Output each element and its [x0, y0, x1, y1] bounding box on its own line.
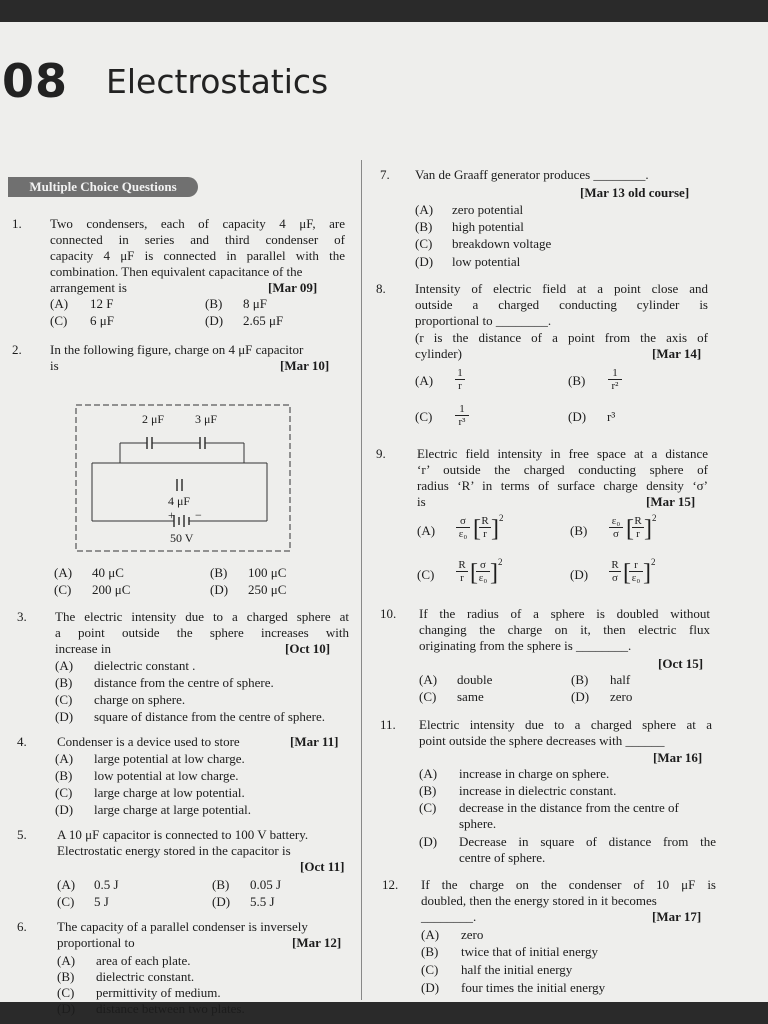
- option-label: (D): [55, 802, 74, 817]
- option-text: area of each plate.: [96, 953, 191, 968]
- question-text: radius ‘R’ in terms of surface charge density ‘σ’: [417, 478, 708, 493]
- question-number: 12.: [382, 877, 399, 892]
- option-text: dielectric constant.: [96, 969, 195, 984]
- question-text: arrangement is: [50, 280, 127, 295]
- question-number: 8.: [376, 281, 386, 296]
- option-text: double: [457, 672, 493, 687]
- question-number: 6.: [17, 919, 27, 934]
- option-label: (D): [421, 980, 440, 995]
- battery-minus-sign: −: [195, 508, 202, 522]
- option-text: 100 μC: [248, 565, 287, 580]
- question-text: Condenser is a device used to store: [57, 734, 240, 749]
- option-label: (B): [571, 672, 589, 687]
- option-label: (C): [57, 894, 75, 909]
- question-text: The capacity of a parallel condenser is inversely: [57, 919, 308, 934]
- option-text: 5 J: [94, 894, 109, 909]
- option-text: low potential at low charge.: [94, 768, 239, 783]
- question-text: Van de Graaff generator produces ________.: [415, 167, 649, 182]
- column-divider: [361, 160, 362, 1000]
- option-text: 40 μC: [92, 565, 124, 580]
- option-label: (C): [419, 689, 437, 704]
- option-text: 250 μC: [248, 582, 287, 597]
- question-number: 10.: [380, 606, 397, 621]
- battery-plus-sign: +: [168, 508, 175, 522]
- question-text: a point outside the sphere increases with: [55, 625, 349, 640]
- option-text: large potential at low charge.: [94, 751, 245, 766]
- question-text: doubled, then the energy stored in it becomes: [421, 893, 657, 908]
- option-label: (B): [57, 969, 75, 984]
- option-label: (A): [50, 296, 69, 311]
- option-text: 5.5 J: [250, 894, 275, 909]
- option-label: (C): [421, 962, 439, 977]
- option-text: sphere.: [459, 816, 497, 831]
- option-label: (A): [54, 565, 73, 580]
- option-text: breakdown voltage: [452, 236, 552, 251]
- exam-tag: [Mar 17]: [652, 909, 702, 924]
- option-label: (C): [415, 409, 433, 424]
- option-text: distance between two plates.: [96, 1001, 245, 1016]
- capacitor-label-2uf: 2 μF: [142, 412, 165, 426]
- option-text: 0.05 J: [250, 877, 282, 892]
- question-text: combination. Then equivalent capacitance of the: [50, 264, 303, 279]
- exam-tag: [Mar 13 old course]: [580, 185, 690, 200]
- question-text: If the radius of a sphere is doubled without: [419, 606, 710, 621]
- option-text: square of distance from the centre of sphere.: [94, 709, 326, 724]
- option-text: increase in charge on sphere.: [459, 766, 610, 781]
- option-label: (C): [55, 785, 73, 800]
- question-text: Electric intensity due to a charged sphere at a: [419, 717, 712, 732]
- battery-label: 50 V: [170, 531, 194, 545]
- question-text: point outside the sphere decreases with ______: [419, 733, 665, 748]
- option-text: zero: [610, 689, 633, 704]
- option-label: (B): [55, 768, 73, 783]
- question-text: ‘r’ outside the charged conducting sphere of: [417, 462, 708, 477]
- option-text: dielectric constant .: [94, 658, 196, 673]
- option-label: (A): [57, 877, 76, 892]
- option-label: (A): [417, 523, 436, 538]
- option-fraction: $\frac{1}{\text{r³}}$: [455, 403, 469, 428]
- option-text: large charge at low potential.: [94, 785, 245, 800]
- exam-tag: [Mar 16]: [653, 750, 703, 765]
- question-text: originating from the sphere is ________.: [419, 638, 632, 653]
- question-text: is: [417, 494, 426, 509]
- question-number: 9.: [376, 446, 386, 461]
- question-text: proportional to: [57, 935, 135, 950]
- option-label: (C): [57, 985, 75, 1000]
- question-number: 1.: [12, 216, 22, 231]
- option-label: (B): [205, 296, 223, 311]
- option-label: (D): [571, 689, 590, 704]
- option-text: 8 μF: [243, 296, 267, 311]
- question-number: 5.: [17, 827, 27, 842]
- option-label: (A): [57, 953, 76, 968]
- capacitor-label-3uf: 3 μF: [195, 412, 218, 426]
- option-label: (B): [568, 373, 586, 388]
- option-text: increase in dielectric constant.: [459, 783, 617, 798]
- question-text: proportional to ________.: [415, 313, 552, 328]
- option-text: Decrease in square of distance from the: [459, 834, 716, 849]
- option-label: (C): [55, 692, 73, 707]
- question-number: 2.: [12, 342, 22, 357]
- option-text: zero: [461, 927, 484, 942]
- question-text: ________.: [421, 909, 477, 924]
- option-label: (C): [54, 582, 72, 597]
- option-label: (D): [570, 567, 589, 582]
- question-text: Intensity of electric field at a point close and: [415, 281, 708, 296]
- option-text: centre of sphere.: [459, 850, 546, 865]
- option-label: (A): [55, 658, 74, 673]
- option-text: 2.65 μF: [243, 313, 284, 328]
- option-label: (B): [570, 523, 588, 538]
- option-text: half the initial energy: [461, 962, 573, 977]
- option-label: (B): [419, 783, 437, 798]
- option-label: (A): [419, 766, 438, 781]
- option-label: (B): [415, 219, 433, 234]
- textbook-page: 08 Electrostatics Multiple Choice Questions 1. Two condensers, each of capacity 4 μF, are connected in series and third condenser of capacity 4 μF is connected in parallel with the combination. Then equivalent capacitance of the arrangement is [Mar 09] (A) 12 F (B) 8 μF (C) 6 μF (D) 2.65 μF 2. In the following figure, charge on 4 μF capacitor is [Mar 10] 2 μF 3 μF 4 μF + − 50 V (A) 40 μC (B) 100 μC (C) 200 μC (D) 250 μC 3. The electric intensity due to a charged sphere at a point outside the sphere increases with increase in [Oct 10] (A) dielectric constant . (B) distance from the centre of sphere. (C) charge on sphere. (D) square of distance from the centre of sphere. 4. Condenser is a device used to store [Mar 11] (A) large potential at low charge. (B) low potential at low charge. (C) large charge at low potential. (D) large charge at large potential. 5. A 10 μF capacitor is connected to 100 V battery. Electrostatic energy stored in the capacitor is [Oct 11] (A) 0.5 J (B) 0.05 J (C) 5 J (D) 5.5 J 6. The capacity of a parallel condenser is inversely proportional to [Mar 12] (A) area of each plate. (B) dielectric constant. (C) permittivity of medium. (D) distance between two plates. 7. Van de Graaff generator produces ________. [Mar 13 old course] (A) zero potential (B) high potential (C) breakdown voltage (D) low potential 8. Intensity of electric field at a point close and outside a charged conducting cylinder is proportional to ________. (r is the distance of a point from the axis of cylinder) [Mar 14] (A) $\frac{1}{r}$ (B) $\frac{1}{\text{r²}}$ (C) $\frac{1}{\text{r³}}$ (D) r³ 9. Electric field intensity in free space at a distance ‘r’ outside the charged conducting sphere of radius ‘R’ in terms of surface charge density ‘σ’ is [Mar 15] (A) $\frac{\sigma}{\text{ε₀}}$ [ $\frac{R}{r}$ ] 2 (B) $\frac{\text{ε₀}}{\sigma}$ [ $\frac{R}{r}$ ] 2 (C) $\frac{R}{r}$ [ $\frac{\sigma}{\text{ε₀}}$ ] 2 (D) $\frac{R}{\sigma}$ [ $\frac{r}{\text{ε₀}}$ ] 2 10. If the radius of a sphere is doubled without changing the charge on it, then electric flux originating from the sphere is ________. [Oct 15] (A) double (B) half (C) same (D) zero 11. Electric intensity due to a charged sphere at a point outside the sphere decreases with ______ [Mar 16] (A) increase in charge on sphere. (B) increase in dielectric constant. (C) decrease in the distance from the centre of sphere. (D) Decrease in square of distance from the centre of sphere. 12. If the charge on the condenser of 10 μF is doubled, then the energy stored in it becomes ________. [Mar 17] (A) zero (B) twice that of initial energy (C) half the initial energy (D) four times the initial energy: [0, 22, 768, 1002]
- option-text: 200 μC: [92, 582, 131, 597]
- question-text: If the charge on the condenser of 10 μF is: [421, 877, 716, 892]
- option-fraction: $\frac{1}{r}$: [455, 367, 465, 392]
- option-label: (D): [205, 313, 224, 328]
- option-text: zero potential: [452, 202, 524, 217]
- option-label: (C): [50, 313, 68, 328]
- question-text: (r is the distance of a point from the axis of: [415, 330, 708, 345]
- option-text: low potential: [452, 254, 521, 269]
- option-label: (B): [421, 944, 439, 959]
- section-banner: Multiple Choice Questions: [8, 177, 198, 197]
- option-label: (D): [415, 254, 434, 269]
- option-label: (A): [415, 202, 434, 217]
- option-text: 6 μF: [90, 313, 114, 328]
- option-label: (C): [419, 800, 437, 815]
- option-text: decrease in the distance from the centre of: [459, 800, 679, 815]
- option-text: permittivity of medium.: [96, 985, 221, 1000]
- option-text: 12 F: [90, 296, 114, 311]
- option-text: charge on sphere.: [94, 692, 186, 707]
- option-text: large charge at large potential.: [94, 802, 252, 817]
- option-label: (D): [210, 582, 229, 597]
- option-label: (D): [57, 1001, 76, 1016]
- question-text: A 10 μF capacitor is connected to 100 V battery.: [57, 827, 309, 842]
- chapter-title: Electrostatics: [106, 62, 329, 101]
- option-fraction: $\frac{1}{\text{r²}}$: [608, 367, 622, 392]
- exam-tag: [Mar 10]: [280, 358, 330, 373]
- option-text: half: [610, 672, 631, 687]
- option-label: (C): [417, 567, 435, 582]
- question-text: increase in: [55, 641, 111, 656]
- option-label: (D): [212, 894, 231, 909]
- exam-tag: [Oct 15]: [658, 656, 704, 671]
- option-text: distance from the centre of sphere.: [94, 675, 274, 690]
- question-number: 11.: [380, 717, 396, 732]
- option-text: high potential: [452, 219, 524, 234]
- option-text: 0.5 J: [94, 877, 119, 892]
- option-label: (A): [55, 751, 74, 766]
- option-label: (A): [421, 927, 440, 942]
- question-number: 3.: [17, 609, 27, 624]
- exam-tag: [Mar 11]: [290, 734, 339, 749]
- exam-tag: [Mar 09]: [268, 280, 318, 295]
- option-label: (B): [55, 675, 73, 690]
- question-number: 4.: [17, 734, 27, 749]
- option-label: (D): [568, 409, 587, 424]
- chapter-number: 08: [2, 54, 69, 108]
- question-text: The electric intensity due to a charged sphere at: [55, 609, 349, 624]
- option-text: twice that of initial energy: [461, 944, 598, 959]
- question-text: capacity 4 μF is connected in parallel with the: [50, 248, 345, 263]
- option-label: (A): [415, 373, 434, 388]
- capacitor-label-4uf: 4 μF: [168, 494, 191, 508]
- question-text: outside a charged conducting cylinder is: [415, 297, 708, 312]
- question-text: connected in series and third condenser of: [50, 232, 345, 247]
- option-label: (C): [415, 236, 433, 251]
- option-label: (B): [212, 877, 230, 892]
- exam-tag: [Mar 15]: [646, 494, 696, 509]
- question-text: Electrostatic energy stored in the capacitor is: [57, 843, 291, 858]
- question-text: Electric field intensity in free space at a distance: [417, 446, 708, 461]
- exam-tag: [Mar 14]: [652, 346, 702, 361]
- option-text: r³: [607, 409, 616, 424]
- question-text: is: [50, 358, 59, 373]
- option-label: (B): [210, 565, 228, 580]
- question-text: cylinder): [415, 346, 462, 361]
- exam-tag: [Mar 12]: [292, 935, 342, 950]
- option-label: (D): [55, 709, 74, 724]
- option-label: (A): [419, 672, 438, 687]
- question-text: changing the charge on it, then electric flux: [419, 622, 710, 637]
- question-text: In the following figure, charge on 4 μF capacitor: [50, 342, 304, 357]
- option-text: four times the initial energy: [461, 980, 606, 995]
- exam-tag: [Oct 11]: [300, 859, 345, 874]
- option-label: (D): [419, 834, 438, 849]
- exam-tag: [Oct 10]: [285, 641, 331, 656]
- question-number: 7.: [380, 167, 390, 182]
- option-text: same: [457, 689, 484, 704]
- question-text: Two condensers, each of capacity 4 μF, are: [50, 216, 345, 231]
